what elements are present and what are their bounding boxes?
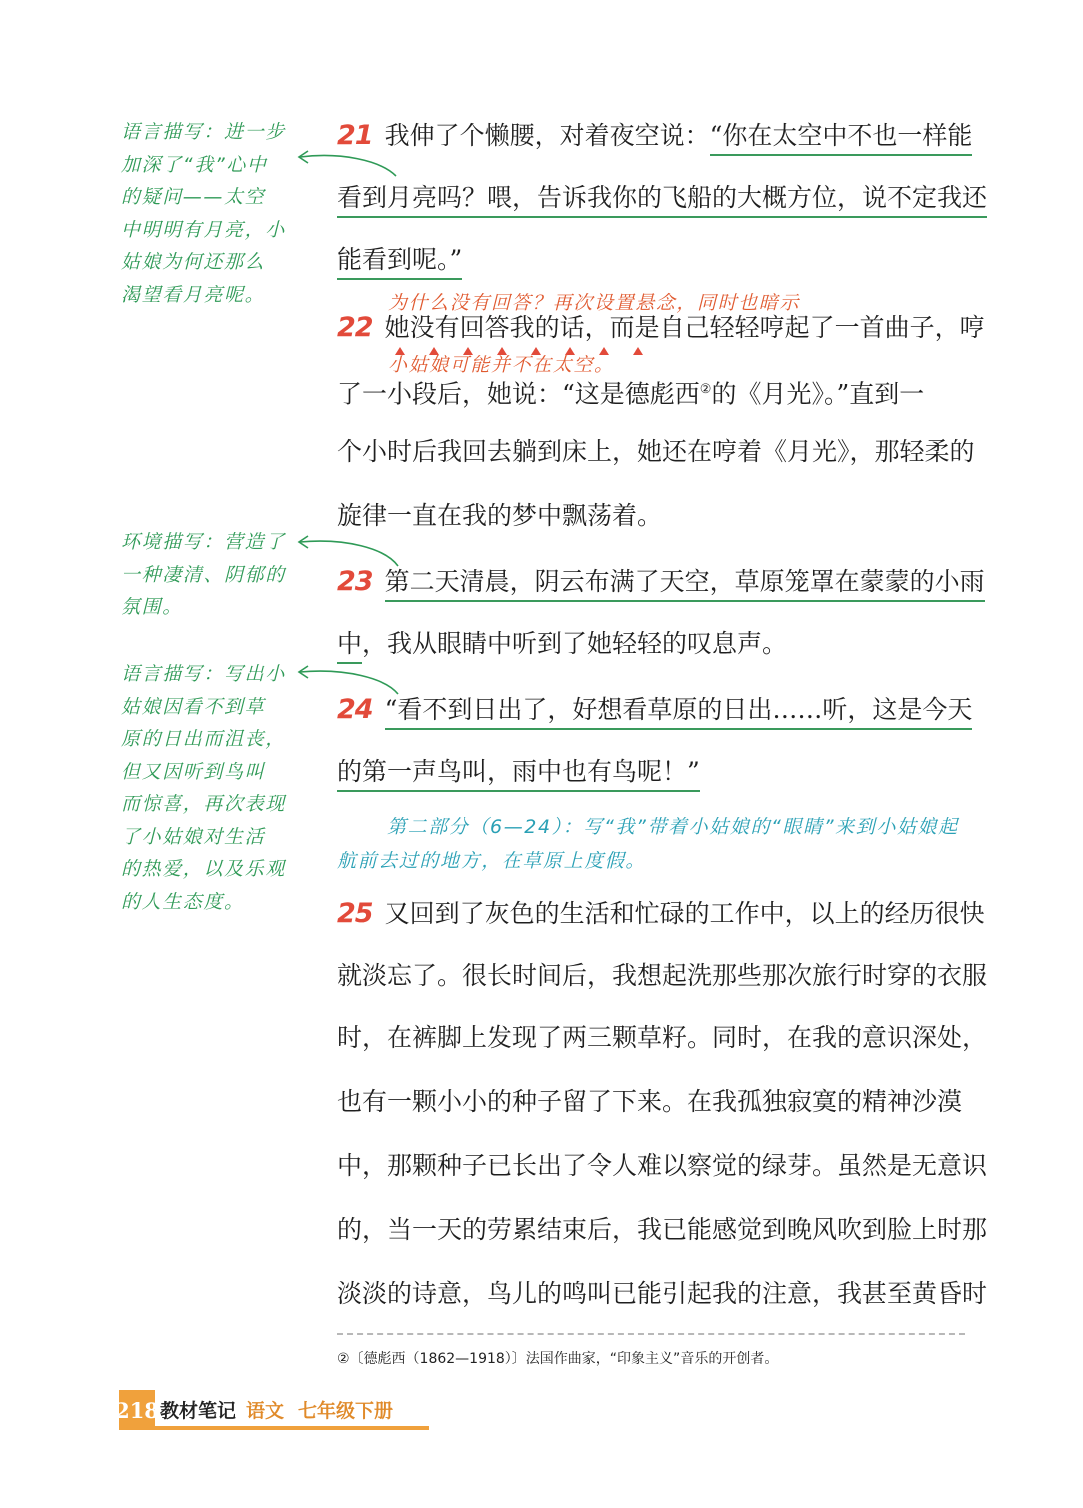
book-name: 教材笔记: [160, 1400, 237, 1422]
emphasis-mark: [633, 347, 643, 355]
footer-bar: [119, 1426, 429, 1430]
p25-line-5: 中，那颗种子已长出了令人难以察觉的绿芽。虽然是无意识: [337, 1151, 988, 1180]
p25-text-1: 又回到了灰色的生活和忙碌的工作中，以上的经历很快: [384, 899, 985, 928]
p22-text: ，而是自己轻轻哼起了一首曲子，哼: [584, 313, 985, 342]
p21-line-1: [337, 120, 973, 152]
annotation-why-no-answer: 为什么没有回答？再次设置悬念，同时也暗示: [388, 292, 801, 314]
p22-dotted-phrase: 她没有回答我的话: [384, 313, 585, 342]
grade-name: 七年级下册: [298, 1400, 394, 1422]
footnote-ref: ②: [699, 382, 712, 397]
p23-text: ，我从眼睛中听到了她轻轻的叹息声。: [362, 629, 788, 658]
p24-underlined-speech-2: 的第一声鸟叫，雨中也有鸟呢！”: [337, 757, 700, 792]
p21-underlined-speech-3: 能看到呢。”: [337, 245, 462, 280]
paragraph-number-23: 23: [337, 566, 373, 597]
subject-name: 语文: [246, 1400, 285, 1422]
p25-line-6: 的，当一天的劳累结束后，我已能感觉到晚风吹到脸上时那: [337, 1215, 988, 1244]
p25-line-4: 也有一颗小小的种子留了下来。在我孤独寂寞的精神沙漠: [337, 1087, 963, 1116]
arrow-note1: [300, 156, 396, 176]
p21-line-2: [337, 182, 988, 214]
p23-underlined-2: 中: [337, 629, 362, 664]
book-title: [160, 1396, 393, 1423]
p21-line-3: [337, 244, 967, 276]
p23-line-1: [337, 566, 985, 598]
page-number: 218: [119, 1390, 155, 1430]
p25-line-1: [337, 898, 985, 930]
arrow-note3: [300, 671, 398, 694]
side-note-dialogue-2: 语言描写：写出小 姑娘因看不到草 原的日出而沮丧， 但又因听到鸟叫 而惊喜，再次表现 了小姑娘对生活 的热爱，以及乐观 的人生态度。: [121, 663, 286, 913]
footnote: ②〔德彪西（1862—1918）〕法国作曲家，“印象主义”音乐的开创者。: [337, 1351, 779, 1367]
p24-underlined-speech: “看不到日出了，好想看草原的日出……听，这是今天: [385, 695, 973, 730]
p22-text-2: 了一小段后，她说：“这是德彪西: [337, 379, 700, 409]
paragraph-number-24: 24: [337, 694, 373, 725]
paragraph-number-21: 21: [337, 120, 373, 151]
p22-line-3: 个小时后我回去躺到床上，她还在哼着《月光》，那轻柔的: [337, 437, 975, 466]
p22-text-2b: 的《月光》。”直到一: [711, 379, 925, 409]
arrow-note2: [300, 541, 398, 566]
p21-underlined-speech-2: 看到月亮吗？喂，告诉我你的飞船的大概方位，说不定我还: [337, 183, 987, 218]
p23-underlined-environment: 第二天清晨，阴云布满了天空，草原笼罩在蒙蒙的小雨: [385, 567, 985, 602]
paragraph-number-25: 25: [337, 898, 373, 929]
p21-text: 我伸了个懒腰，对着夜空说：: [384, 121, 710, 150]
paragraph-number-22: 22: [337, 312, 373, 343]
p21-underlined-speech: “你在太空中不也一样能: [710, 121, 973, 156]
footnote-divider: [337, 1333, 965, 1335]
p25-line-3: 时，在裤脚上发现了两三颗草籽。同时，在我的意识深处，: [337, 1023, 988, 1052]
p24-line-1: [337, 694, 973, 726]
p23-line-2: [337, 628, 967, 660]
p22-line-2: [337, 374, 967, 410]
side-note-environment: 环境描写：营造了 一种凄清、阴郁的 氛围。: [121, 531, 286, 618]
p25-line-2: 就淡忘了。很长时间后，我想起洗那些那次旅行时穿的衣服: [337, 961, 988, 990]
annotation-may-not-be-in-space: 小姑娘可能并不在太空。: [388, 354, 615, 376]
side-note-dialogue-1: 语言描写：进一步 加深了“我”心中 的疑问——太空 中明明有月亮，小 姑娘为何还那么 渴望看月亮呢。: [121, 121, 286, 306]
p25-line-7: 淡淡的诗意，鸟儿的鸣叫已能引起我的注意，我甚至黄昏时: [337, 1279, 988, 1308]
p24-line-2: [337, 756, 967, 788]
p22-line-4: 旋律一直在我的梦中飘荡着。: [337, 501, 663, 530]
section-summary: 第二部分（6—24）：写“我”带着小姑娘的“眼睛”来到小姑娘起航前去过的地方，在草原上度假。: [337, 816, 959, 872]
